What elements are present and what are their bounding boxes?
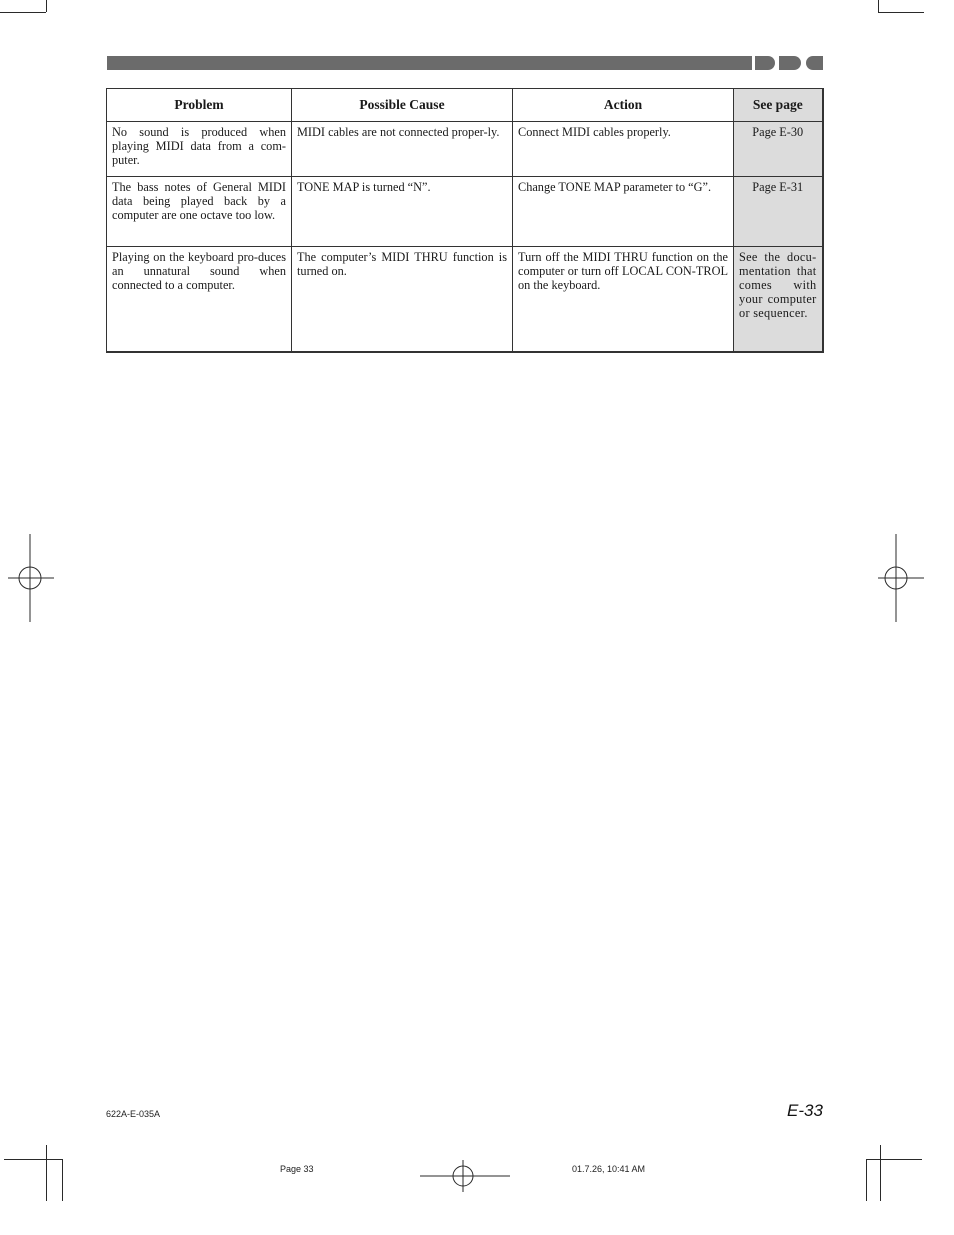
header-see-page: See page xyxy=(734,89,823,122)
cause-cell: MIDI cables are not connected proper-ly. xyxy=(292,122,513,177)
header-possible-cause: Possible Cause xyxy=(292,89,513,122)
cause-cell: The computer’s MIDI THRU function is turned on. xyxy=(292,247,513,352)
crop-mark-br-v1 xyxy=(866,1159,867,1201)
header-problem: Problem xyxy=(107,89,292,122)
header-bar-tab-2 xyxy=(779,56,801,70)
crop-mark-br-h xyxy=(866,1159,922,1160)
crop-mark-tr-h xyxy=(878,12,924,13)
see-page-cell: Page E-30 xyxy=(734,122,823,177)
table-row xyxy=(107,177,823,247)
crop-mark-bl-v1 xyxy=(46,1145,47,1201)
registration-mark-left-icon xyxy=(8,534,54,622)
crop-mark-tl-h xyxy=(0,12,46,13)
crop-mark-tr-v xyxy=(878,0,879,12)
table-row xyxy=(107,247,823,352)
print-timestamp: 01.7.26, 10:41 AM xyxy=(572,1164,646,1174)
action-cell: Change TONE MAP parameter to “G”. xyxy=(513,177,734,247)
crop-mark-tl-v xyxy=(46,0,47,12)
table-row xyxy=(107,122,823,177)
document-code: 622A-E-035A xyxy=(106,1109,161,1119)
action-cell: Connect MIDI cables properly. xyxy=(513,122,734,177)
problem-cell: Playing on the keyboard pro-duces an unnatural sound when connected to a computer. xyxy=(107,247,292,352)
header-bar-tab-1 xyxy=(755,56,775,70)
see-page-cell: See the docu-mentation that comes with your computer or sequencer. xyxy=(734,247,823,352)
cause-cell: TONE MAP is turned “N”. xyxy=(292,177,513,247)
problem-cell: The bass notes of General MIDI data being played back by a computer are one octave too low. xyxy=(107,177,292,247)
crop-mark-br-v2 xyxy=(880,1145,881,1201)
header-action: Action xyxy=(513,89,734,122)
page-number: E-33 xyxy=(787,1101,823,1120)
table-header-row xyxy=(107,89,823,122)
crop-mark-bl-v2 xyxy=(62,1159,63,1201)
header-bar-tab-3 xyxy=(806,56,823,70)
registration-mark-right-icon xyxy=(878,534,924,622)
registration-mark-bottom-icon xyxy=(420,1160,510,1192)
problem-cell: No sound is produced when playing MIDI data from a com-puter. xyxy=(107,122,292,177)
action-cell: Turn off the MIDI THRU function on the computer or turn off LOCAL CON-TROL on the keyboard. xyxy=(513,247,734,352)
file-page-label: Page 33 xyxy=(280,1164,314,1174)
header-bar xyxy=(107,56,752,70)
see-page-cell: Page E-31 xyxy=(734,177,823,247)
troubleshooting-table xyxy=(106,88,824,353)
crop-mark-bl-h xyxy=(4,1159,62,1160)
